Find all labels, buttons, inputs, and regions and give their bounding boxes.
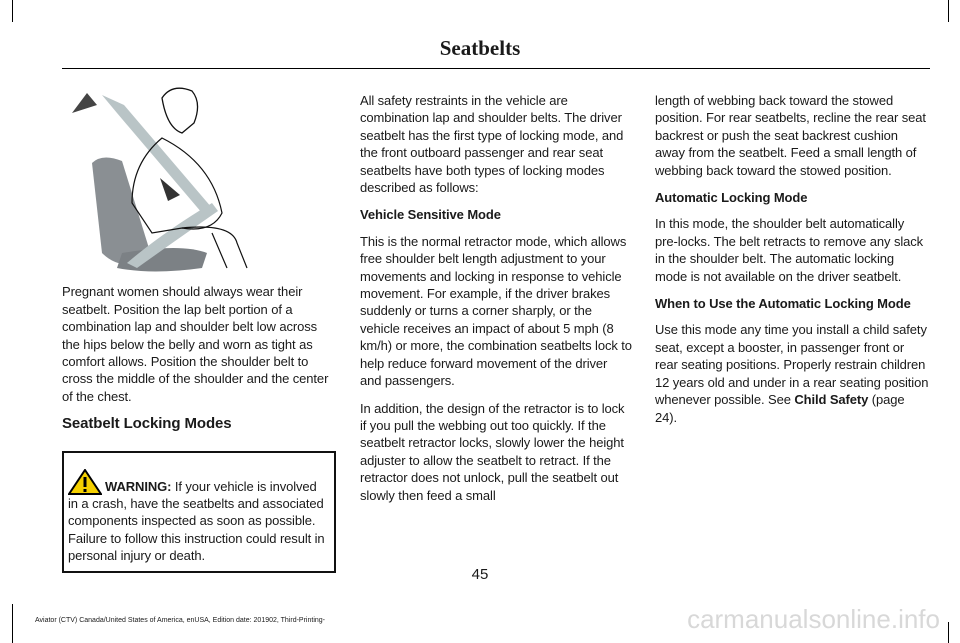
header-rule <box>62 68 930 69</box>
paragraph-text: Use this mode any time you install a child safety seat, except a booster, in passenger front or rear seating positions. Properly restrain children 12 years old and under in a rear seating position whenever possible. See <box>655 322 929 408</box>
page-ref: (page 24). <box>655 392 905 425</box>
paragraph: This is the normal retractor mode, which allows free shoulder belt length adjustment to your movements and locking in response to vehicle movement. For example, if the driver brakes suddenly or turns a corner sharply, or the vehicle receives an impact of about 5 mph (8 km/h) or more, the combination seatbelts lock to help reduce forward movement of the driver and passengers. <box>360 233 632 389</box>
column-1 <box>62 83 336 573</box>
child-safety-link[interactable]: Child Safety <box>794 392 869 408</box>
subheading: Automatic Locking Mode <box>655 190 808 206</box>
warning-triangle-icon <box>68 469 102 495</box>
page-title: Seatbelts <box>439 36 521 60</box>
column-3 <box>655 92 929 436</box>
column-2 <box>360 92 632 514</box>
pregnancy-paragraph: Pregnant women should always wear their seatbelt. Position the lap belt portion of a combination lap and shoulder belt low across the hips below the belly and worn as tight as comfort allows. Position the shoulder belt to cross the middle of the shoulder and the center of the chest. <box>62 284 329 404</box>
pregnant-seatbelt-illustration <box>62 83 262 275</box>
paragraph: All safety restraints in the vehicle are combination lap and shoulder belts. The driver seatbelt has the first type of locking mode, and the front outboard passenger and rear seat seatbelts have both types of locking modes described as follows: <box>360 93 624 196</box>
watermark: carmanualsonline.info <box>687 604 940 634</box>
subheading: When to Use the Automatic Locking Mode <box>655 296 911 312</box>
paragraph: In addition, the design of the retractor is to lock if you pull the webbing out too quickly. If the seatbelt retractor locks, slowly lower the height adjuster to allow the seatbelt to retract. If the retractor does not unlock, pull the seatbelt out slowly then feed a small <box>360 400 625 503</box>
crop-mark <box>12 0 13 22</box>
warning-box <box>62 451 336 573</box>
crop-mark <box>948 0 949 22</box>
footer-text: Aviator (CTV) Canada/United States of America, enUSA, Edition date: 201902, Third-Printing- <box>35 617 326 624</box>
page-number: 45 <box>471 566 489 583</box>
crop-mark <box>12 604 13 643</box>
section-heading: Seatbelt Locking Modes <box>62 415 232 433</box>
warning-label: WARNING: <box>105 478 172 494</box>
paragraph: length of webbing back toward the stowed position. For rear seatbelts, recline the rear seat backrest or push the seat backrest cushion away from the seatbelt. Feed a small length of webbing back toward the stowed position. <box>655 93 926 178</box>
subheading: Vehicle Sensitive Mode <box>360 207 501 223</box>
crop-mark <box>948 622 949 643</box>
paragraph: In this mode, the shoulder belt automatically pre-locks. The belt retracts to remove any slack in the shoulder belt. The automatic locking mode is not available on the driver seatbelt. <box>655 216 924 284</box>
warning-text: If your vehicle is involved in a crash, have the seatbelts and associated components inspected as soon as possible. Failure to follow this instruction could result in personal injury or death. <box>68 478 325 564</box>
paragraph <box>655 321 929 425</box>
